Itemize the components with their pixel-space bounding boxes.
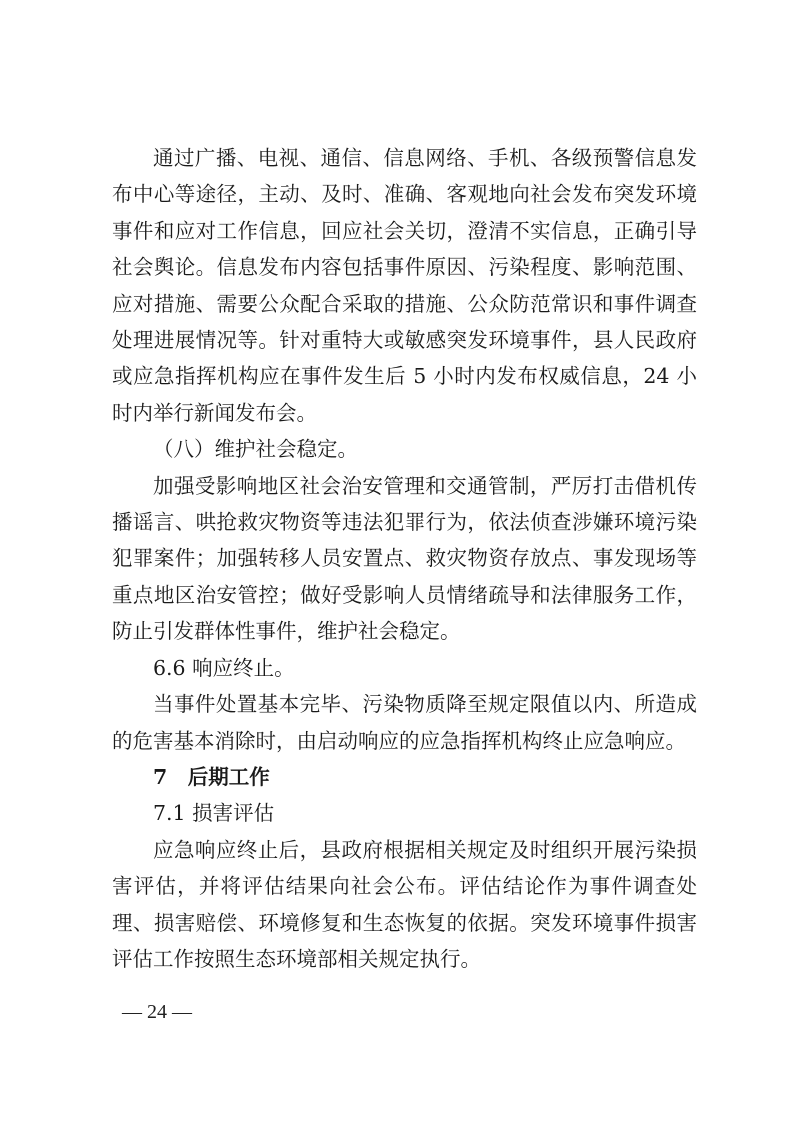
section-heading-follow-up-work: 7 后期工作: [153, 764, 270, 789]
paragraph-damage-assessment: 应急响应终止后，县政府根据相关规定及时组织开展污染损害评估，并将评估结果向社会公布。评估结论作为事件调查处理、损害赔偿、环境修复和生态恢复的依据。突发环境事件损害评估工作按照生态环境部相关规定执行。: [112, 837, 697, 971]
paragraph-social-stability: 加强受影响地区社会治安管理和交通管制，严厉打击借机传播谣言、哄抢救灾物资等违法犯罪行为，依法侦查涉嫌环境污染犯罪案件；加强转移人员安置点、救灾物资存放点、事发现场等重点地区治安管控；做好受影响人员情绪疏导和法律服务工作，防止引发群体性事件，维护社会稳定。: [112, 473, 697, 644]
page-number: — 24 —: [122, 1001, 192, 1023]
subheading-response-termination: 6.6 响应终止。: [153, 655, 295, 680]
subheading-maintain-stability: （八）维护社会稳定。: [153, 437, 358, 462]
subheading-damage-assessment: 7.1 损害评估: [153, 801, 275, 826]
paragraph-information-release: 通过广播、电视、通信、信息网络、手机、各级预警信息发布中心等途径，主动、及时、准确、客观地向社会发布突发环境事件和应对工作信息，回应社会关切，澄清不实信息，正确引导社会舆论。信息发布内容包括事件原因、污染程度、影响范围、应对措施、需要公众配合采取的措施、公众防范常识和事件调查处理进展情况等。针对重特大或敏感突发环境事件，县人民政府或应急指挥机构应在事件发生后 5 小时内发布权威信息，24 小时内举行新闻发布会。: [112, 146, 697, 425]
paragraph-response-termination: 当事件处置基本完毕、污染物质降至规定限值以内、所造成的危害基本消除时，由启动响应的应急指挥机构终止应急响应。: [112, 692, 697, 753]
document-body: [112, 140, 697, 977]
